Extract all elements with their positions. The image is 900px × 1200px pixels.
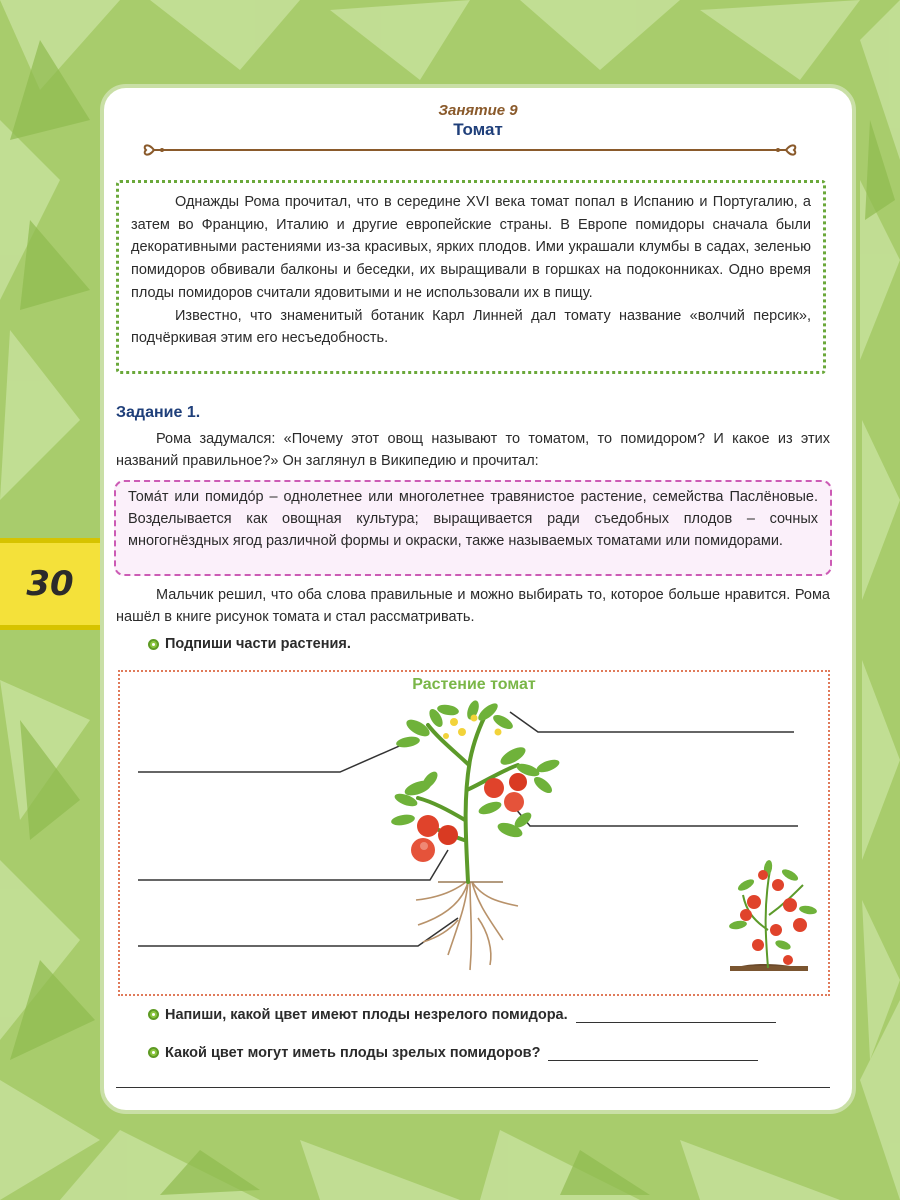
task-intro: Рома задумался: «Почему этот овощ называют то томатом, то помидором? И какое из этих названий правильное?» Он заглянул в Википедию и прочитал: [116, 431, 830, 469]
wiki-definition-box [114, 480, 832, 576]
instruction-label-plant [148, 636, 351, 652]
question-1 [148, 1006, 776, 1023]
flowers [443, 715, 502, 740]
roots [416, 882, 518, 970]
story-box [116, 180, 826, 374]
green-circle-bullet-icon [148, 1047, 159, 1058]
answer-line-2[interactable] [548, 1044, 758, 1061]
label-line-left-1[interactable] [138, 740, 413, 772]
decorative-divider-icon [140, 140, 800, 160]
label-line-right-1[interactable] [510, 712, 794, 732]
green-circle-bullet-icon [148, 639, 159, 650]
small-tomato-bush-illustration [728, 859, 817, 971]
task-heading: Задание 1. [116, 404, 201, 421]
page-number: 30 [26, 564, 74, 604]
green-circle-bullet-icon [148, 1009, 159, 1020]
plant-title: Растение томат [412, 676, 536, 693]
question-1-text: Напиши, какой цвет имеют плоды незрелого помидора. [165, 1006, 568, 1023]
label-line-left-3[interactable] [138, 918, 458, 946]
question-2 [148, 1044, 758, 1061]
story-paragraph-1: Однажды Рома прочитал, что в середине XVI века томат попал в Испанию и Португалию, а затем во Францию, Италию и другие европейские страны. В Европе помидоры сначала были декоративными растениями из-за красивых, ярких плодов. Ими украшали клумбы в садах, зеленью помидоров обвивали балконы и беседки, их выращивали в горшках на подоконниках. Одно время плоды помидоров считали ядовитыми и не использовали их в пищу. [131, 194, 811, 301]
answer-line-3[interactable] [116, 1087, 830, 1088]
answer-line-1[interactable] [576, 1006, 776, 1023]
instruction-text: Подпиши части растения. [165, 636, 351, 652]
tomato-plant-illustration [118, 670, 830, 996]
story-paragraph-2: Известно, что знаменитый ботаник Карл Линней дал томату название «волчий персик», подчёркивая этим его несъедобность. [131, 307, 811, 347]
wiki-definition-text: Тома́т или помидо́р – однолетнее или многолетнее травянистое растение, семейства Паслёновые. Возделывается как овощная культура; выращивается ради съедобных плодов – сочных многогнёздных ягод различной формы и окраски, также называемых томатами или помидорами. [128, 489, 818, 549]
task-conclusion: Мальчик решил, что оба слова правильные и можно выбирать то, которое больше нравится. Рома нашёл в книге рисунок томата и стал рассматривать. [116, 587, 830, 625]
lesson-label: Занятие 9 [438, 102, 518, 119]
question-2-text: Какой цвет могут иметь плоды зрелых помидоров? [165, 1044, 541, 1061]
label-line-left-2[interactable] [138, 850, 448, 880]
label-line-right-2[interactable] [510, 802, 798, 826]
lesson-title: Томат [453, 120, 503, 139]
